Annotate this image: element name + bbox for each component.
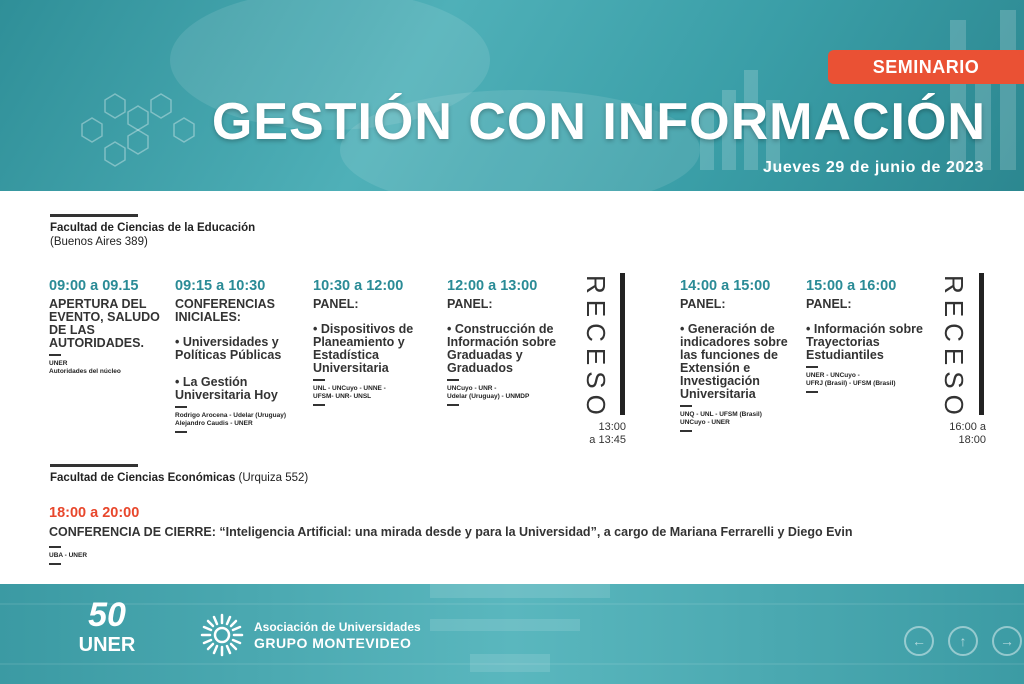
closing-time: 18:00 a 20:00 <box>49 505 140 521</box>
session-institutions: UNL - UNCuyo - UNNE - UFSM- UNR- UNSL <box>313 385 386 400</box>
break-time: 13:00 a 13:45 <box>589 421 626 446</box>
break-divider <box>979 273 984 415</box>
session-item: • Construcción de Información sobre Graduadas y Graduados <box>447 322 557 375</box>
separator <box>447 404 459 406</box>
session-institutions: UNER Autoridades del núcleo <box>49 360 121 375</box>
break-time: 16:00 a 18:00 <box>949 421 986 446</box>
session-title: PANEL: • Información sobre Trayectorias Estudiantiles <box>806 298 930 362</box>
session-3 <box>313 278 431 406</box>
session-6 <box>806 278 930 393</box>
arrow-up-icon: ↑ <box>948 626 978 656</box>
uner-logo-name: UNER <box>78 634 136 656</box>
session-institutions: Rodrigo Arocena - Udelar (Uruguay) Alejandro Caudis - UNER <box>175 412 286 427</box>
session-item: • Información sobre Trayectorias Estudiantiles <box>806 322 923 362</box>
session-time: 10:30 a 12:00 <box>313 278 404 294</box>
session-time: 15:00 a 16:00 <box>806 278 897 294</box>
uner-logo-number: 50 <box>88 596 126 634</box>
separator <box>49 546 61 548</box>
seminar-tag: SEMINARIO <box>828 50 1024 84</box>
session-title: PANEL: • Dispositivos de Planeamiento y Estadística Universitaria <box>313 298 431 375</box>
arrow-right-icon: → <box>992 626 1022 656</box>
closing-institutions: UBA - UNER <box>49 546 87 565</box>
separator <box>447 379 459 381</box>
session-item: • Dispositivos de Planeamiento y Estadística Universitaria <box>313 322 414 375</box>
separator <box>680 405 692 407</box>
separator <box>175 431 187 433</box>
session-item: • Generación de indicadores sobre las funciones de Extensión e Investigación Universitaria <box>680 322 788 401</box>
venue-divider <box>50 464 138 467</box>
augm-logo-text: Asociación de Universidades GRUPO MONTEVIDEO <box>254 620 421 651</box>
footer-background-graphic <box>0 584 1024 684</box>
closing-conference: CONFERENCIA DE CIERRE: “Inteligencia Artificial: una mirada desde y para la Universidad”, a cargo de Mariana Ferrarelli y Diego Evin <box>49 525 853 539</box>
break-label: RECESO <box>581 275 611 421</box>
session-item: • Universidades y Políticas Públicas <box>175 335 282 362</box>
session-institutions: UNQ - UNL - UFSM (Brasil) UNCuyo - UNER <box>680 411 762 426</box>
separator <box>806 391 818 393</box>
session-institutions: UNCuyo - UNR - Udelar (Uruguay) - UNMDP <box>447 385 530 400</box>
session-title: APERTURA DEL EVENTO, SALUDO DE LAS AUTORIDADES. <box>49 297 160 350</box>
session-5 <box>680 278 792 432</box>
separator <box>680 430 692 432</box>
session-title: CONFERENCIAS INICIALES: • Universidades y Políticas Públicas • La Gestión Universitaria Hoy <box>175 298 300 402</box>
arrow-left-icon: ← <box>904 626 934 656</box>
venue-1-name: Facultad de Ciencias de la Educación <box>50 222 256 234</box>
separator <box>313 379 325 381</box>
session-time: 09:15 a 10:30 <box>175 278 266 294</box>
session-item: • La Gestión Universitaria Hoy <box>175 375 278 402</box>
session-2 <box>175 278 300 433</box>
separator <box>49 563 61 565</box>
venue-2-address: (Urquiza 552) <box>238 472 309 484</box>
session-time: 09:00 a 09.15 <box>49 278 139 294</box>
separator <box>313 404 325 406</box>
uner-logo <box>74 598 140 656</box>
venue-2 <box>50 472 308 484</box>
session-time: 12:00 a 13:00 <box>447 278 538 294</box>
separator <box>175 406 187 408</box>
session-4 <box>447 278 565 406</box>
event-date: Jueves 29 de junio de 2023 <box>762 159 984 176</box>
header-banner <box>0 0 1024 191</box>
session-1 <box>49 278 164 376</box>
venue-divider <box>50 214 138 217</box>
session-title: PANEL: • Construcción de Información sobre Graduadas y Graduados <box>447 298 565 375</box>
venue-1-address: (Buenos Aires 389) <box>50 236 148 248</box>
break-divider <box>620 273 625 415</box>
session-time: 14:00 a 15:00 <box>680 278 771 294</box>
footer-banner <box>0 584 1024 684</box>
separator <box>806 366 818 368</box>
session-institutions: UNER - UNCuyo - UFRJ (Brasil) - UFSM (Brasil) <box>806 372 896 387</box>
session-title: PANEL: • Generación de indicadores sobre las funciones de Extensión e Investigación Universitaria <box>680 298 792 401</box>
venue-2-name: Facultad de Ciencias Económicas <box>50 472 236 484</box>
augm-sun-icon <box>198 611 246 659</box>
break-label: RECESO <box>939 275 969 421</box>
separator <box>49 354 61 356</box>
venue-1 <box>50 222 255 234</box>
page-title: GESTIÓN CON INFORMACIÓN <box>211 93 986 151</box>
